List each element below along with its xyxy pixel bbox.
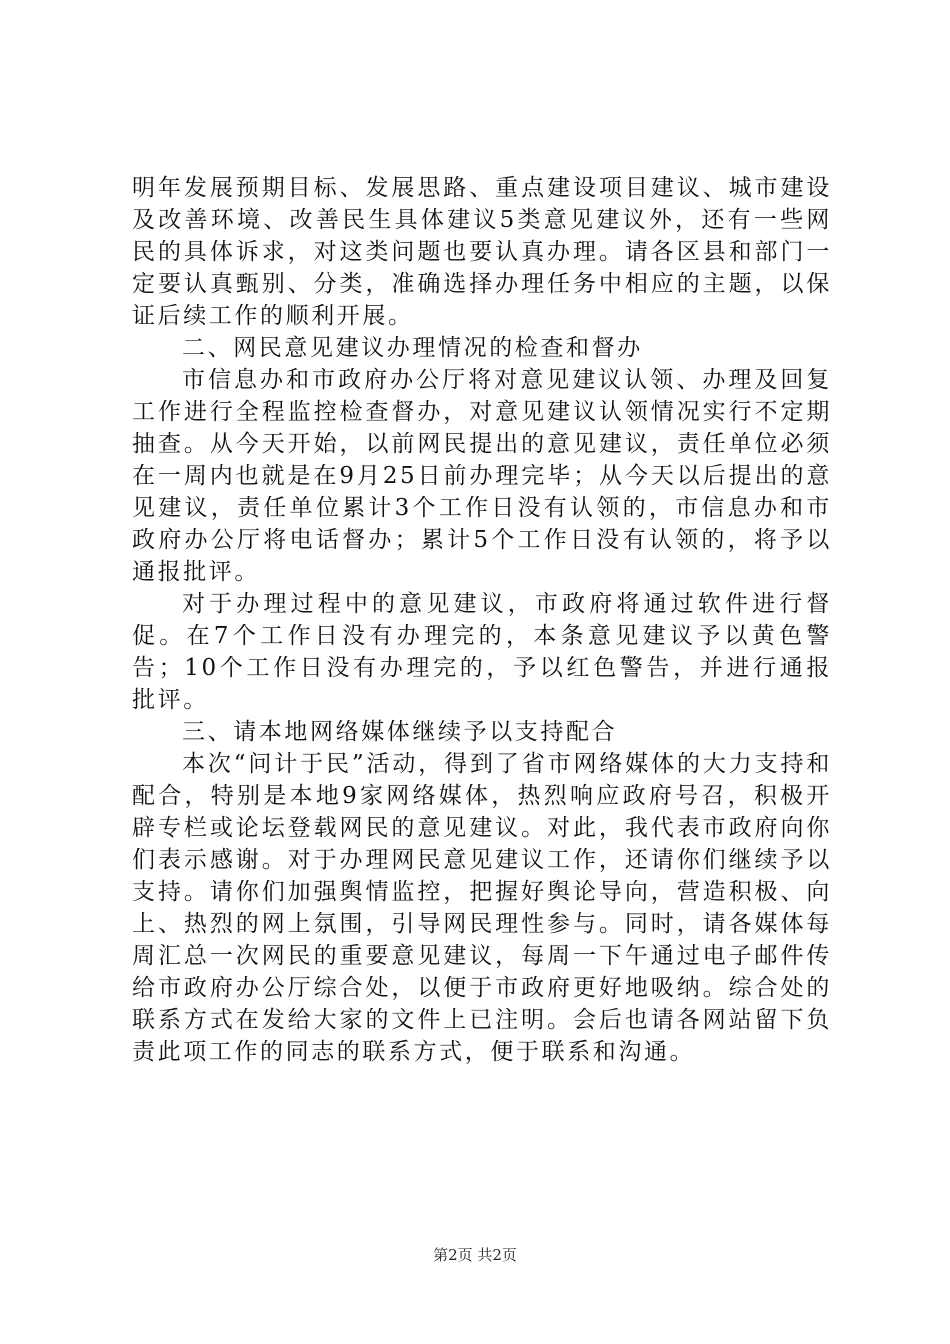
page-footer: 第2页 共2页 <box>433 1246 517 1264</box>
paragraph-software-warning: 对于办理过程中的意见建议，市政府将通过软件进行督促。在7个工作日没有办理完的，本条意见建议予以黄色警告；10个工作日没有办理完的，予以红色警告，并进行通报批评。 <box>132 591 832 713</box>
section-heading-2: 二、网民意见建议办理情况的检查和督办 <box>182 335 643 361</box>
document-body <box>132 172 832 1068</box>
section-heading-3: 三、请本地网络媒体继续予以支持配合 <box>182 719 618 745</box>
paragraph-media-support: 本次“问计于民”活动，得到了省市网络媒体的大力支持和配合，特别是本地9家网络媒体，热烈响应政府号召，积极开辟专栏或论坛登载网民的意见建议。对此，我代表市政府向你们表示感谢。对于办理网民意见建议工作，还请你们继续予以支持。请你们加强舆情监控，把握好舆论导向，营造积极、向上、热烈的网上氛围，引导网民理性参与。同时，请各媒体每周汇总一次网民的重要意见建议，每周一下午通过电子邮件传给市政府办公厅综合处，以便于市政府更好地吸纳。综合处的联系方式在发给大家的文件上已注明。会后也请各网站留下负责此项工作的同志的联系方式，便于联系和沟通。 <box>132 751 832 1065</box>
paragraph-continuation: 明年发展预期目标、发展思路、重点建设项目建议、城市建设及改善环境、改善民生具体建议5类意见建议外，还有一些网民的具体诉求，对这类问题也要认真办理。请各区县和部门一定要认真甄别、分类，准确选择办理任务中相应的主题，以保证后续工作的顺利开展。 <box>132 175 832 329</box>
paragraph-supervision: 市信息办和市政府办公厅将对意见建议认领、办理及回复工作进行全程监控检查督办，对意见建议认领情况实行不定期抽查。从今天开始，以前网民提出的意见建议，责任单位必须在一周内也就是在9月25日前办理完毕；从今天以后提出的意见建议，责任单位累计3个工作日没有认领的，市信息办和市政府办公厅将电话督办；累计5个工作日没有认领的，将予以通报批评。 <box>132 367 832 585</box>
